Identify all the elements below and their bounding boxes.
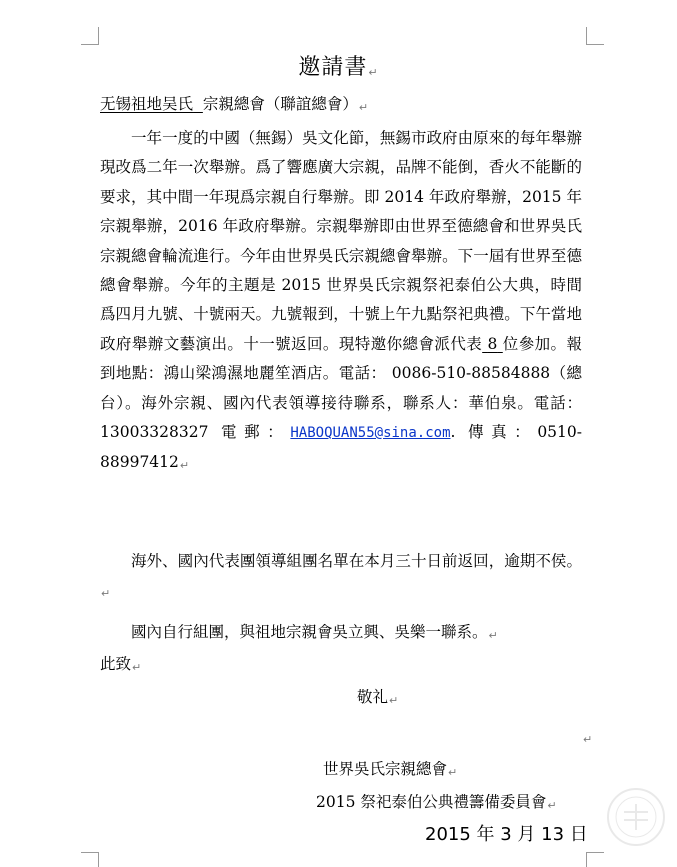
document-title: 邀請書↵ xyxy=(298,55,379,80)
paragraph-mark: ↵ xyxy=(368,66,379,79)
crop-mark-bottom-right xyxy=(586,852,604,867)
paragraph-mark: ↵ xyxy=(389,694,399,707)
seal-watermark-icon xyxy=(596,782,676,852)
empty-paragraph xyxy=(582,726,592,746)
body-paragraph-deadline: 海外、國內代表團領導組團名單在本月三十日前返回，逾期不侯。↵ xyxy=(101,552,582,601)
addressee-suffix: 宗親總會（聯誼總會） xyxy=(202,95,358,113)
paragraph-mark: ↵ xyxy=(488,629,498,642)
salutation: 敬礼↵ xyxy=(357,688,399,707)
addressee-prefix: 无锡祖地吴氏 xyxy=(100,95,194,113)
closing-phrase: 此致↵ xyxy=(100,655,142,674)
addressee-line xyxy=(100,92,368,114)
document-date: 2015 年 3 月 13 日 xyxy=(425,824,588,845)
paragraph-mark: ↵ xyxy=(358,101,369,114)
sender-committee: 2015 祭祀泰伯公典禮籌備委員會↵ xyxy=(316,793,557,812)
paragraph-mark: ↵ xyxy=(179,459,190,473)
paragraph-mark: ↵ xyxy=(547,799,557,812)
paragraph-mark: ↵ xyxy=(448,766,458,779)
sender-organization: 世界吳氏宗親總會↵ xyxy=(323,760,458,779)
representative-count: 8 xyxy=(487,334,498,353)
email-link[interactable]: HABOQUAN55@sina.com xyxy=(290,425,451,442)
crop-mark-top-right xyxy=(586,27,604,45)
crop-mark-top-left xyxy=(81,27,99,45)
paragraph-mark: ↵ xyxy=(101,587,111,601)
body-paragraph-main: 一年一度的中國（無錫）吳文化節，無錫市政府由原來的每年舉辦現改爲二年一次舉辦。爲了響應廣大宗親，品牌不能倒，香火不能斷的要求，其中間一年現爲宗親自行舉辦。即 2014 年政府舉辦，2015 年宗親舉辦，2016 年政府舉辦。宗親舉辦即由世界至德總會和世界吳氏宗親總會輪流進行。今年由世界吳氏宗親總會舉辦。下一屆有世界至德總會舉辦。今年的主題是 2015 世界吳氏宗親祭祀泰伯公大典，時間爲四月九號、十號兩天。九號報到，十號上午九點祭祀典禮。下午當地政府舉辦文藝演出。十一號返回。現特邀你總會派代表 8 位參加。報到地點：鴻山梁鴻濕地麗笙酒店。電話： 0086-510-88584888（總台）。海外宗親、國內代表領導接待聯系，聯系人：華伯泉。電話：13003328327 電郵：HABOQUAN55@sina.com. 傳真：0510-88997412↵ xyxy=(100,129,582,473)
body-paragraph-domestic: 國內自行組團，與祖地宗親會吳立興、吳樂一聯系。↵ xyxy=(131,623,498,642)
paragraph-mark: ↵ xyxy=(583,733,593,746)
crop-mark-bottom-left xyxy=(81,852,99,867)
paragraph-mark: ↵ xyxy=(132,661,142,674)
